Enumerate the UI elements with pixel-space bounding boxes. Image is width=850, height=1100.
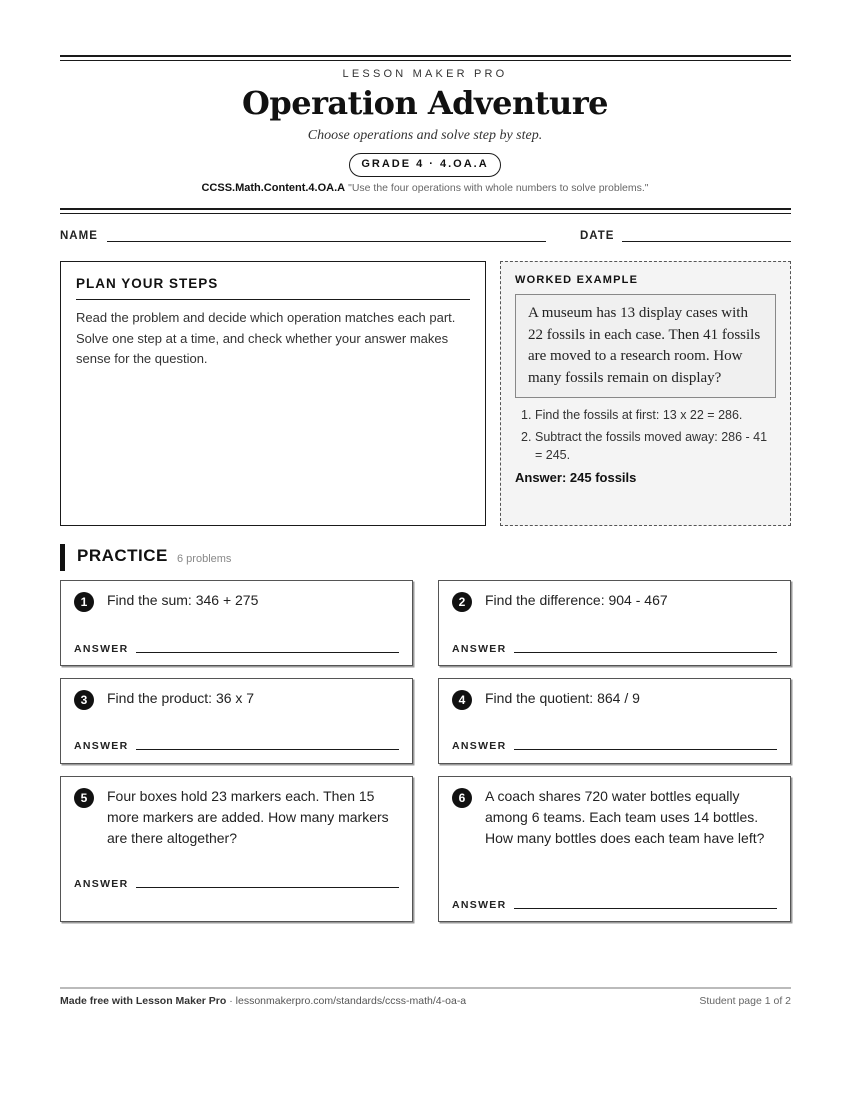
footer-url[interactable]: · lessonmakerpro.com/standards/ccss-math/4-oa-a <box>226 995 467 1007</box>
problem-prompt: Find the difference: 904 - 467 <box>485 592 668 608</box>
problem-card-5 <box>60 776 413 922</box>
problem-card-3 <box>60 678 413 764</box>
problem-number-badge: 3 <box>74 690 94 710</box>
problem-number-badge: 6 <box>452 788 472 808</box>
top-double-rule <box>60 55 791 61</box>
worked-example-title: WORKED EXAMPLE <box>515 274 639 286</box>
worked-example-steps <box>515 406 776 464</box>
plan-title: PLAN YOUR STEPS <box>76 276 470 300</box>
standard-line <box>0 182 850 194</box>
worked-example-box <box>500 261 791 526</box>
standard-quote: "Use the four operations with whole numbers to solve problems." <box>348 182 649 194</box>
footer-credit <box>60 995 466 1007</box>
answer-field-1[interactable] <box>136 652 399 653</box>
worked-example-step: 1. Find the fossils at first: 13 x 22 = 286. <box>521 408 743 422</box>
problem-prompt: Find the quotient: 864 / 9 <box>485 690 640 706</box>
problem-prompt: Find the product: 36 x 7 <box>107 690 255 706</box>
worked-example-problem: A museum has 13 display cases with 22 fossils in each case. Then 41 fossils are moved to a research room. How many fossils remain on display? <box>515 294 776 398</box>
answer-label: ANSWER <box>452 899 507 911</box>
date-field[interactable] <box>622 241 791 242</box>
practice-accent-bar <box>60 544 65 571</box>
problem-number-badge: 5 <box>74 788 94 808</box>
answer-field-5[interactable] <box>136 887 399 888</box>
problem-number-badge: 4 <box>452 690 472 710</box>
standard-code: CCSS.Math.Content.4.OA.A <box>201 182 346 194</box>
answer-label: ANSWER <box>74 643 129 655</box>
answer-label: ANSWER <box>452 643 507 655</box>
footer-rule <box>60 987 791 989</box>
grade-badge: GRADE 4 · 4.OA.A <box>349 153 501 177</box>
worked-example-answer: Answer: 245 fossils <box>515 470 637 485</box>
page-subtitle: Choose operations and solve step by step. <box>307 128 543 143</box>
answer-label: ANSWER <box>74 740 129 752</box>
header-double-rule <box>60 208 791 214</box>
answer-field-6[interactable] <box>514 908 777 909</box>
problem-card-4 <box>438 678 791 764</box>
answer-field-4[interactable] <box>514 749 777 750</box>
problem-prompt: A coach shares 720 water bottles equally among 6 teams. Each team uses 14 bottles. How many bottles does each team have left? <box>485 788 765 846</box>
answer-label: ANSWER <box>74 878 129 890</box>
footer-made-with: Made free with Lesson Maker Pro <box>60 995 227 1007</box>
name-label: NAME <box>60 230 98 242</box>
plan-your-steps-box <box>60 261 486 526</box>
name-field[interactable] <box>107 241 546 242</box>
answer-field-3[interactable] <box>136 749 399 750</box>
date-label: DATE <box>580 230 615 242</box>
problem-prompt: Four boxes hold 23 markers each. Then 15 more markers are added. How many markers are there altogether? <box>107 788 389 846</box>
footer-page-number: Student page 1 of 2 <box>699 995 791 1007</box>
problem-card-2 <box>438 580 791 666</box>
problem-card-6 <box>438 776 791 922</box>
problem-number-badge: 1 <box>74 592 94 612</box>
problem-number-badge: 2 <box>452 592 472 612</box>
brand-name: LESSON MAKER PRO <box>342 68 508 80</box>
page-title: Operation Adventure <box>241 84 609 122</box>
problem-card-1 <box>60 580 413 666</box>
problem-prompt: Find the sum: 346 + 275 <box>107 592 259 608</box>
practice-count: 6 problems <box>177 553 232 565</box>
answer-label: ANSWER <box>452 740 507 752</box>
answer-field-2[interactable] <box>514 652 777 653</box>
practice-title: PRACTICE <box>77 546 168 565</box>
plan-text: Read the problem and decide which operation matches each part. Solve one step at a time, and check whether your answer makes sense for the question. <box>76 310 456 366</box>
worked-example-step: 2. Subtract the fossils moved away: 286 - 41 = 245. <box>521 430 768 462</box>
